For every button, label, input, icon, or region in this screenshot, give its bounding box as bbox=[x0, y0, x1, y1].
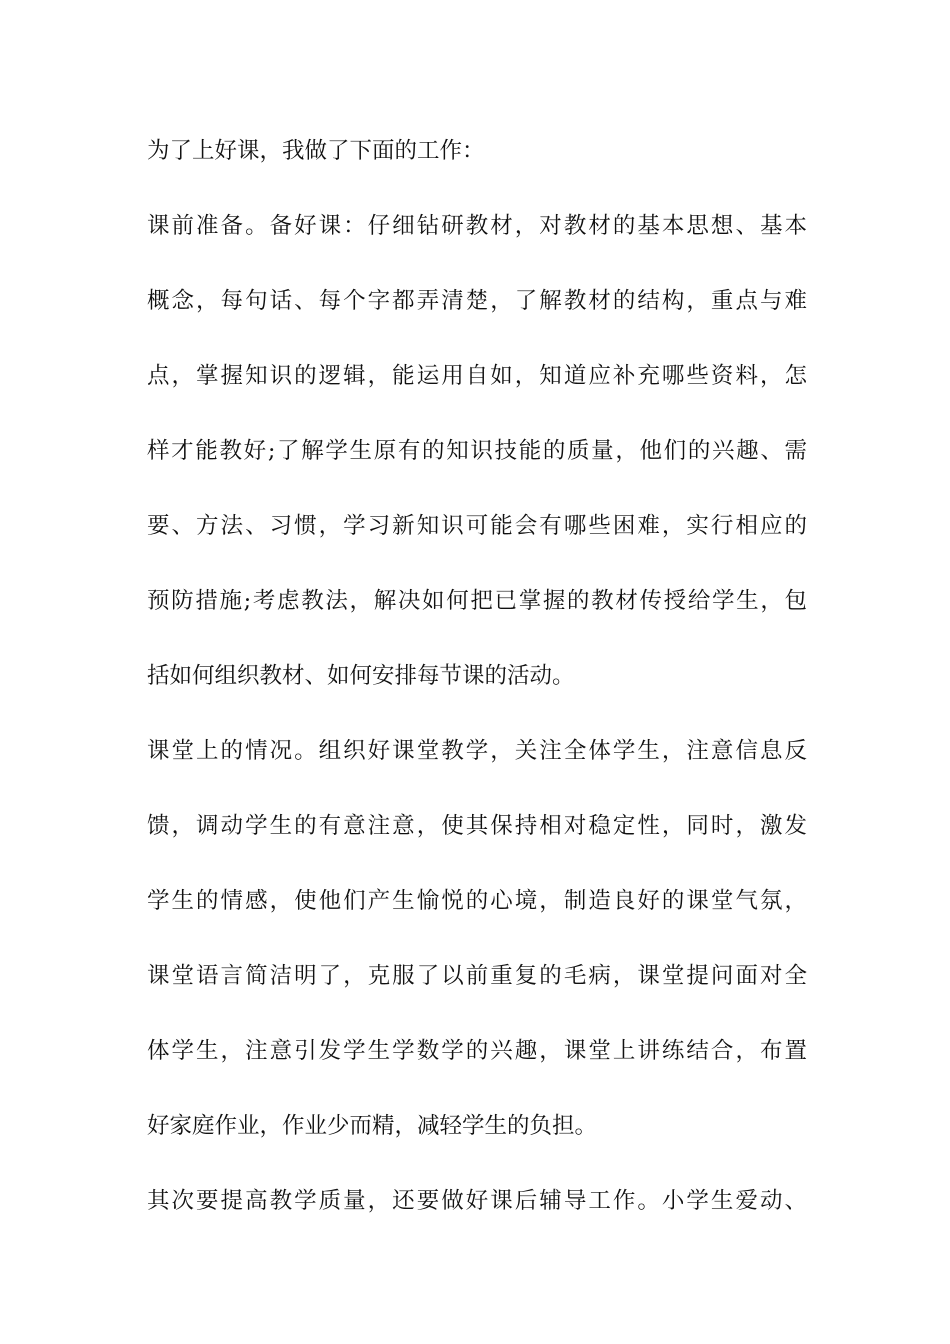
paragraph-intro-line: 为了上好课，我做了下面的工作： bbox=[147, 138, 485, 164]
paragraph-classroom-line-1: 课堂上的情况。组织好课堂教学，关注全体学生，注意信息反 bbox=[147, 738, 807, 764]
paragraph-classroom-line-6: 好家庭作业，作业少而精，减轻学生的负担。 bbox=[147, 1113, 598, 1139]
document-body bbox=[147, 131, 807, 1256]
paragraph-preparation-line-5: 要、方法、习惯，学习新知识可能会有哪些困难，实行相应的 bbox=[147, 513, 807, 539]
paragraph-preparation-line-7: 括如何组织教材、如何安排每节课的活动。 bbox=[147, 663, 575, 689]
paragraph-classroom-line-3: 学生的情感，使他们产生愉悦的心境，制造良好的课堂气氛， bbox=[147, 888, 807, 914]
paragraph-preparation-line-4: 样才能教好;了解学生原有的知识技能的质量，他们的兴趣、需 bbox=[147, 438, 807, 464]
paragraph-classroom-line-4: 课堂语言简洁明了，克服了以前重复的毛病，课堂提问面对全 bbox=[147, 963, 807, 989]
paragraph-preparation-line-6: 预防措施;考虑教法，解决如何把已掌握的教材传授给学生，包 bbox=[147, 588, 807, 614]
paragraph-tutoring-line-1: 其次要提高教学质量，还要做好课后辅导工作。小学生爱动、 bbox=[147, 1188, 807, 1214]
paragraph-classroom-line-2: 馈，调动学生的有意注意，使其保持相对稳定性，同时，激发 bbox=[147, 813, 807, 839]
paragraph-classroom-line-5: 体学生，注意引发学生学数学的兴趣，课堂上讲练结合，布置 bbox=[147, 1038, 807, 1064]
paragraph-preparation-line-1: 课前准备。备好课：仔细钻研教材，对教材的基本思想、基本 bbox=[147, 213, 807, 239]
paragraph-preparation-line-3: 点，掌握知识的逻辑，能运用自如，知道应补充哪些资料，怎 bbox=[147, 363, 807, 389]
paragraph-preparation-line-2: 概念，每句话、每个字都弄清楚，了解教材的结构，重点与难 bbox=[147, 288, 807, 314]
